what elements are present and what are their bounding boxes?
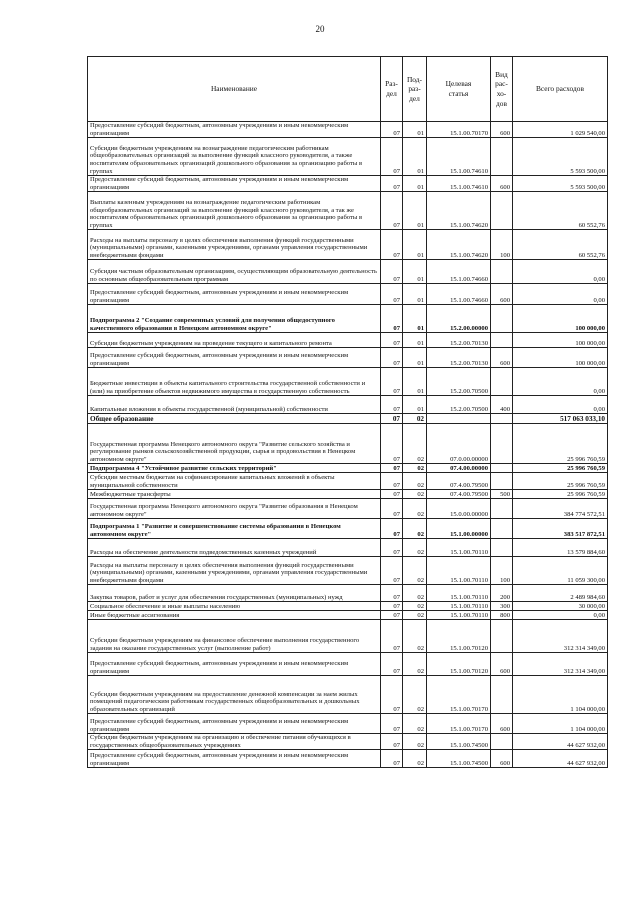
table-row	[88, 122, 608, 138]
cell-total: 0,00	[513, 284, 608, 305]
table-row	[88, 305, 608, 333]
cell-name: Субсидии бюджетным учреждениям на вознаграждение педагогическим работникам общеобразовательных организаций за выполнение функций классного руководителя, а также воспитателям образовательных организаций дошкольного образования за организацию работы в группах	[88, 138, 381, 176]
table-row	[88, 611, 608, 620]
cell-expense-type	[491, 734, 513, 750]
cell-razdel: 07	[381, 348, 403, 368]
page-number: 20	[315, 24, 325, 34]
cell-name: Выплаты казенным учреждениям на вознаграждение педагогическим работникам общеобразовательных организаций за выполнение функций классного руководителя, а так же воспитателям образовательных организаций дошкольного образования за организацию работы в группах	[88, 192, 381, 230]
cell-name: Подпрограмма 2 "Создание современных условий для получения общедоступного качественного образования в Ненецком автономном округе"	[88, 305, 381, 333]
cell-expense-type	[491, 676, 513, 714]
cell-podrazdel: 01	[403, 260, 427, 284]
cell-expense-type: 600	[491, 284, 513, 305]
cell-target-article: 15.1.00.74660	[427, 284, 491, 305]
table-row	[88, 138, 608, 176]
cell-razdel: 07	[381, 585, 403, 602]
table-row	[88, 585, 608, 602]
table-row	[88, 192, 608, 230]
cell-expense-type: 600	[491, 122, 513, 138]
cell-total: 100 000,00	[513, 305, 608, 333]
cell-razdel: 07	[381, 138, 403, 176]
cell-target-article: 15.1.00.70110	[427, 557, 491, 585]
cell-name: Субсидии бюджетным учреждениям на предоставление денежной компенсации за наем жилых помещений педагогическим работникам государственных общеобразовательных и дошкольных образовательных организаций	[88, 676, 381, 714]
cell-expense-type: 600	[491, 653, 513, 676]
cell-razdel: 07	[381, 653, 403, 676]
cell-expense-type	[491, 192, 513, 230]
cell-total: 517 063 033,10	[513, 414, 608, 424]
header-expense-type: Вид рас- хо- дов	[491, 57, 513, 122]
cell-name: Общее образование	[88, 414, 381, 424]
cell-name: Социальное обеспечение и иные выплаты населению	[88, 602, 381, 611]
table-row	[88, 653, 608, 676]
cell-podrazdel: 02	[403, 734, 427, 750]
cell-razdel: 07	[381, 284, 403, 305]
cell-razdel: 07	[381, 260, 403, 284]
cell-target-article: 15.1.00.74620	[427, 230, 491, 260]
table-row	[88, 519, 608, 539]
cell-razdel: 07	[381, 176, 403, 192]
cell-podrazdel: 01	[403, 122, 427, 138]
cell-podrazdel: 02	[403, 620, 427, 653]
table-body	[88, 122, 608, 768]
table-row	[88, 284, 608, 305]
cell-podrazdel: 01	[403, 284, 427, 305]
cell-razdel: 07	[381, 473, 403, 490]
cell-target-article	[427, 414, 491, 424]
cell-razdel: 07	[381, 602, 403, 611]
cell-total: 0,00	[513, 396, 608, 414]
table-row	[88, 176, 608, 192]
cell-name: Подпрограмма 4 "Устойчивое развитие сельских территорий"	[88, 464, 381, 473]
cell-target-article: 15.1.00.70110	[427, 602, 491, 611]
cell-podrazdel: 01	[403, 305, 427, 333]
cell-total: 383 517 872,51	[513, 519, 608, 539]
cell-podrazdel: 01	[403, 230, 427, 260]
cell-expense-type	[491, 539, 513, 557]
cell-podrazdel: 02	[403, 611, 427, 620]
cell-target-article: 15.2.00.70130	[427, 333, 491, 348]
cell-podrazdel: 02	[403, 490, 427, 499]
cell-total: 312 314 349,00	[513, 653, 608, 676]
cell-razdel: 07	[381, 464, 403, 473]
header-razdel: Раз- дел	[381, 57, 403, 122]
cell-expense-type	[491, 473, 513, 490]
cell-target-article: 15.2.00.70130	[427, 348, 491, 368]
cell-name: Подпрограмма 1 "Развитие и совершенствование системы образования в Ненецком автономном округе"	[88, 519, 381, 539]
cell-total: 100 000,00	[513, 348, 608, 368]
cell-podrazdel: 01	[403, 176, 427, 192]
cell-target-article: 07.0.00.00000	[427, 424, 491, 464]
cell-podrazdel: 02	[403, 424, 427, 464]
cell-razdel: 07	[381, 192, 403, 230]
cell-name: Расходы на обеспечение деятельности подведомственных казенных учреждений	[88, 539, 381, 557]
table-row	[88, 602, 608, 611]
cell-podrazdel: 02	[403, 557, 427, 585]
cell-name: Расходы на выплаты персоналу в целях обеспечения выполнения функций государственными (муниципальными) органами, казенными учреждениями, органами управления государственными внебюджетными фондами	[88, 230, 381, 260]
cell-podrazdel: 02	[403, 585, 427, 602]
cell-total: 0,00	[513, 368, 608, 396]
cell-expense-type	[491, 424, 513, 464]
cell-podrazdel: 02	[403, 473, 427, 490]
cell-expense-type: 600	[491, 176, 513, 192]
cell-target-article: 15.1.00.74660	[427, 260, 491, 284]
cell-podrazdel: 01	[403, 348, 427, 368]
cell-podrazdel: 02	[403, 602, 427, 611]
cell-total: 44 627 932,00	[513, 734, 608, 750]
table-row	[88, 490, 608, 499]
cell-expense-type: 100	[491, 230, 513, 260]
table-row	[88, 734, 608, 750]
table-row	[88, 348, 608, 368]
cell-total: 25 996 760,59	[513, 473, 608, 490]
table-row	[88, 499, 608, 519]
cell-name: Предоставление субсидий бюджетным, автономным учреждениям и иным некоммерческим организациям	[88, 714, 381, 734]
cell-target-article: 15.1.00.74500	[427, 734, 491, 750]
cell-podrazdel: 02	[403, 519, 427, 539]
cell-podrazdel: 01	[403, 138, 427, 176]
cell-total: 13 579 884,60	[513, 539, 608, 557]
table-row	[88, 473, 608, 490]
cell-target-article: 07.4.00.00000	[427, 464, 491, 473]
cell-name: Предоставление субсидий бюджетным, автономным учреждениям и иным некоммерческим организациям	[88, 176, 381, 192]
table-row	[88, 368, 608, 396]
cell-podrazdel: 02	[403, 653, 427, 676]
cell-target-article: 15.1.00.74610	[427, 138, 491, 176]
cell-expense-type: 100	[491, 557, 513, 585]
cell-total: 60 552,76	[513, 230, 608, 260]
cell-total: 25 996 760,59	[513, 424, 608, 464]
cell-podrazdel: 02	[403, 714, 427, 734]
table-row	[88, 750, 608, 768]
cell-razdel: 07	[381, 122, 403, 138]
cell-target-article: 15.1.00.70170	[427, 714, 491, 734]
cell-expense-type: 200	[491, 585, 513, 602]
header-total: Всего расходов	[513, 57, 608, 122]
cell-expense-type	[491, 464, 513, 473]
cell-podrazdel: 01	[403, 333, 427, 348]
cell-total: 5 593 500,00	[513, 138, 608, 176]
cell-name: Расходы на выплаты персоналу в целях обеспечения выполнения функций государственными (муниципальными) органами, казенными учреждениями, органами управления государственными внебюджетными фондами	[88, 557, 381, 585]
cell-total: 312 314 349,00	[513, 620, 608, 653]
cell-podrazdel: 02	[403, 464, 427, 473]
cell-total: 100 000,00	[513, 333, 608, 348]
cell-name: Иные бюджетные ассигнования	[88, 611, 381, 620]
cell-total: 30 000,00	[513, 602, 608, 611]
cell-name: Субсидии бюджетным учреждениям на финансовое обеспечение выполнения государственного задания на оказание государственных услуг (выполнение работ)	[88, 620, 381, 653]
cell-podrazdel: 02	[403, 414, 427, 424]
table-row	[88, 333, 608, 348]
cell-podrazdel: 01	[403, 396, 427, 414]
table-row	[88, 620, 608, 653]
table-row	[88, 414, 608, 424]
cell-total: 25 996 760,59	[513, 464, 608, 473]
cell-name: Предоставление субсидий бюджетным, автономным учреждениям и иным некоммерческим организациям	[88, 284, 381, 305]
cell-total: 1 104 000,00	[513, 714, 608, 734]
cell-target-article: 15.2.00.70500	[427, 396, 491, 414]
table-row	[88, 230, 608, 260]
cell-expense-type	[491, 414, 513, 424]
cell-razdel: 07	[381, 750, 403, 768]
cell-razdel: 07	[381, 490, 403, 499]
cell-total: 1 104 000,00	[513, 676, 608, 714]
table-row	[88, 464, 608, 473]
cell-name: Предоставление субсидий бюджетным, автономным учреждениям и иным некоммерческим организациям	[88, 750, 381, 768]
cell-podrazdel: 02	[403, 676, 427, 714]
cell-razdel: 07	[381, 539, 403, 557]
cell-target-article: 15.1.00.70110	[427, 539, 491, 557]
table-header-row	[88, 57, 608, 122]
cell-name: Субсидии бюджетным учреждениям на организацию и обеспечение питания обучающихся в государственных общеобразовательных учреждениях	[88, 734, 381, 750]
cell-target-article: 15.1.00.70120	[427, 653, 491, 676]
cell-expense-type: 600	[491, 714, 513, 734]
cell-total: 0,00	[513, 260, 608, 284]
cell-target-article: 15.1.00.70170	[427, 676, 491, 714]
cell-target-article: 15.1.00.74620	[427, 192, 491, 230]
cell-expense-type: 600	[491, 348, 513, 368]
cell-razdel: 07	[381, 557, 403, 585]
cell-target-article: 15.1.00.70110	[427, 585, 491, 602]
table-row	[88, 260, 608, 284]
cell-total: 60 552,76	[513, 192, 608, 230]
cell-expense-type	[491, 519, 513, 539]
cell-target-article: 15.1.00.74500	[427, 750, 491, 768]
header-podrazdel: Под- раз- дел	[403, 57, 427, 122]
cell-expense-type: 800	[491, 611, 513, 620]
cell-expense-type	[491, 260, 513, 284]
cell-razdel: 07	[381, 499, 403, 519]
cell-total: 11 059 300,00	[513, 557, 608, 585]
cell-razdel: 07	[381, 396, 403, 414]
table-row	[88, 557, 608, 585]
budget-table	[87, 56, 608, 768]
cell-total: 0,00	[513, 611, 608, 620]
cell-total: 44 627 932,00	[513, 750, 608, 768]
cell-name: Межбюджетные трансферты	[88, 490, 381, 499]
cell-razdel: 07	[381, 676, 403, 714]
cell-target-article: 15.1.00.70120	[427, 620, 491, 653]
cell-expense-type: 500	[491, 490, 513, 499]
cell-razdel: 07	[381, 230, 403, 260]
table-row	[88, 396, 608, 414]
cell-total: 384 774 572,51	[513, 499, 608, 519]
cell-expense-type: 400	[491, 396, 513, 414]
cell-razdel: 07	[381, 519, 403, 539]
cell-podrazdel: 02	[403, 499, 427, 519]
cell-total: 1 029 540,00	[513, 122, 608, 138]
table-row	[88, 424, 608, 464]
cell-razdel: 07	[381, 305, 403, 333]
header-name: Наименование	[88, 57, 381, 122]
cell-podrazdel: 01	[403, 368, 427, 396]
cell-name: Государственная программа Ненецкого автономного округа "Развитие образования в Ненецком автономном округе"	[88, 499, 381, 519]
cell-target-article: 15.1.00.74610	[427, 176, 491, 192]
cell-name: Капитальные вложения в объекты государственной (муниципальной) собственности	[88, 396, 381, 414]
cell-total: 25 996 760,59	[513, 490, 608, 499]
cell-target-article: 15.1.00.00000	[427, 519, 491, 539]
cell-total: 5 593 500,00	[513, 176, 608, 192]
cell-target-article: 15.0.00.00000	[427, 499, 491, 519]
cell-target-article: 15.1.00.70170	[427, 122, 491, 138]
cell-expense-type	[491, 138, 513, 176]
cell-target-article: 15.2.00.70500	[427, 368, 491, 396]
cell-razdel: 07	[381, 611, 403, 620]
cell-name: Закупка товаров, работ и услуг для обеспечения государственных (муниципальных) нужд	[88, 585, 381, 602]
cell-target-article: 07.4.00.79500	[427, 473, 491, 490]
cell-razdel: 07	[381, 714, 403, 734]
cell-target-article: 07.4.00.79500	[427, 490, 491, 499]
cell-total: 2 489 984,60	[513, 585, 608, 602]
cell-name: Субсидии бюджетным учреждениям на проведение текущего и капитального ремонта	[88, 333, 381, 348]
cell-podrazdel: 02	[403, 750, 427, 768]
table-row	[88, 714, 608, 734]
cell-podrazdel: 02	[403, 539, 427, 557]
cell-razdel: 07	[381, 424, 403, 464]
cell-expense-type	[491, 333, 513, 348]
header-target-article: Целевая статья	[427, 57, 491, 122]
cell-podrazdel: 01	[403, 192, 427, 230]
cell-name: Государственная программа Ненецкого автономного округа "Развитие сельского хозяйства и регулирование рынков сельскохозяйственной продукции, сырья и продовольствия в Ненецком автономном округе"	[88, 424, 381, 464]
cell-name: Предоставление субсидий бюджетным, автономным учреждениям и иным некоммерческим организациям	[88, 653, 381, 676]
cell-name: Предоставление субсидий бюджетным, автономным учреждениям и иным некоммерческим организациям	[88, 122, 381, 138]
cell-expense-type	[491, 305, 513, 333]
cell-expense-type	[491, 368, 513, 396]
cell-razdel: 07	[381, 620, 403, 653]
cell-razdel: 07	[381, 333, 403, 348]
cell-razdel: 07	[381, 414, 403, 424]
cell-expense-type: 600	[491, 750, 513, 768]
cell-expense-type: 300	[491, 602, 513, 611]
cell-razdel: 07	[381, 368, 403, 396]
cell-name: Субсидии местным бюджетам на софинансирование капитальных вложений в объекты муниципальной собственности	[88, 473, 381, 490]
cell-name: Бюджетные инвестиции в объекты капитального строительства государственной собственности и (или) на приобретение объектов недвижимого имущества в государственную собственность	[88, 368, 381, 396]
cell-name: Предоставление субсидий бюджетным, автономным учреждениям и иным некоммерческим организациям	[88, 348, 381, 368]
cell-target-article: 15.1.00.70110	[427, 611, 491, 620]
table-row	[88, 676, 608, 714]
cell-expense-type	[491, 620, 513, 653]
cell-expense-type	[491, 499, 513, 519]
table-row	[88, 539, 608, 557]
cell-name: Субсидия частным образовательным организациям, осуществляющим образовательную деятельность по основным общеобразовательным программам	[88, 260, 381, 284]
cell-target-article: 15.2.00.00000	[427, 305, 491, 333]
cell-razdel: 07	[381, 734, 403, 750]
